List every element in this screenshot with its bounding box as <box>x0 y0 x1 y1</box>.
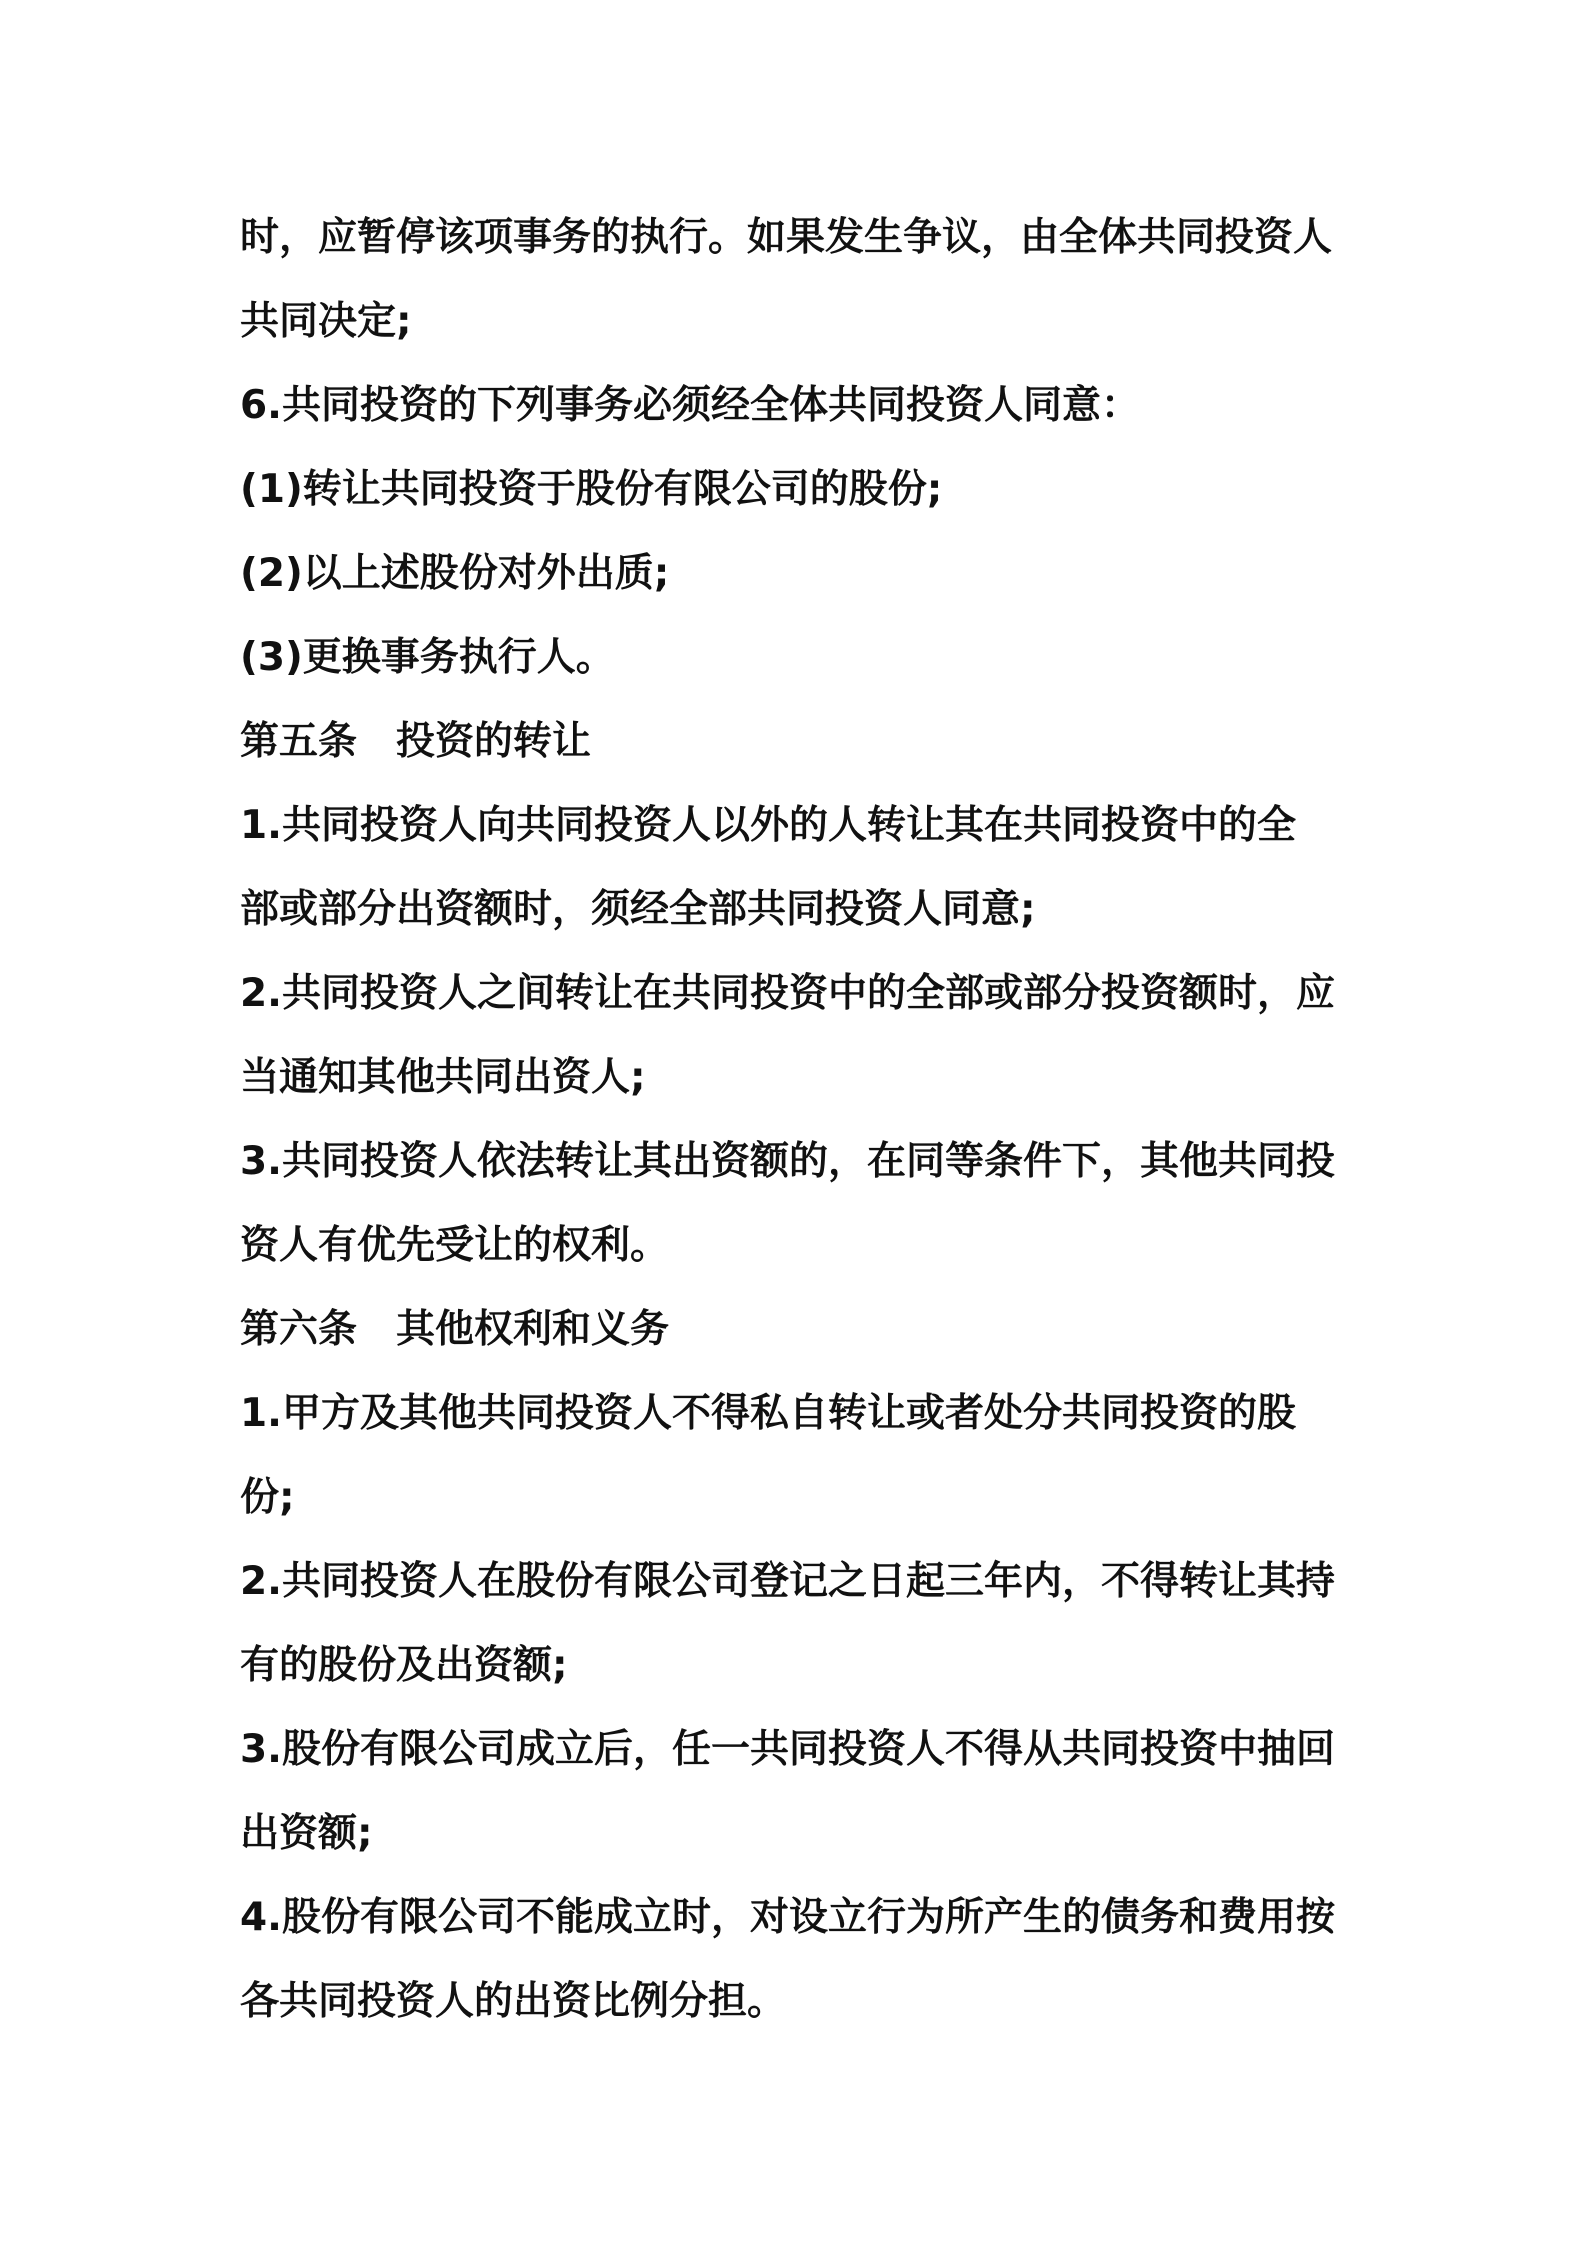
text-line: 4.股份有限公司不能成立时，对设立行为所产生的债务和费用按 <box>240 1895 1335 1940</box>
text-line: 6.共同投资的下列事务必须经全体共同投资人同意： <box>240 383 1140 428</box>
text-line: 1.共同投资人向共同投资人以外的人转让其在共同投资中的全 <box>240 803 1296 848</box>
text-line: (1)转让共同投资于股份有限公司的股份; <box>240 467 943 512</box>
text-line: 当通知其他共同出资人; <box>240 1055 646 1100</box>
text-line: 2.共同投资人之间转让在共同投资中的全部或部分投资额时，应 <box>240 971 1335 1016</box>
text-line: 2.共同投资人在股份有限公司登记之日起三年内，不得转让其持 <box>240 1559 1335 1604</box>
text-line: 出资额; <box>240 1811 373 1856</box>
text-line: 各共同投资人的出资比例分担。 <box>240 1979 787 2024</box>
section-heading: 第五条 投资的转让 <box>240 719 592 764</box>
text-line: 部或部分出资额时，须经全部共同投资人同意; <box>240 887 1036 932</box>
section-heading: 第六条 其他权利和义务 <box>240 1307 670 1352</box>
text-line: 份; <box>240 1475 295 1520</box>
text-line: 1.甲方及其他共同投资人不得私自转让或者处分共同投资的股 <box>240 1391 1296 1436</box>
text-line: 有的股份及出资额; <box>240 1643 568 1688</box>
text-line: (3)更换事务执行人。 <box>240 635 615 680</box>
document-body <box>240 196 1360 2044</box>
text-line: 3.共同投资人依法转让其出资额的，在同等条件下，其他共同投 <box>240 1139 1335 1184</box>
text-line: 资人有优先受让的权利。 <box>240 1223 670 1268</box>
text-line: 时，应暂停该项事务的执行。如果发生争议，由全体共同投资人 <box>240 215 1333 260</box>
text-line: 3.股份有限公司成立后，任一共同投资人不得从共同投资中抽回 <box>240 1727 1335 1772</box>
text-line: 共同决定; <box>240 299 412 344</box>
text-line: (2)以上述股份对外出质; <box>240 551 670 596</box>
